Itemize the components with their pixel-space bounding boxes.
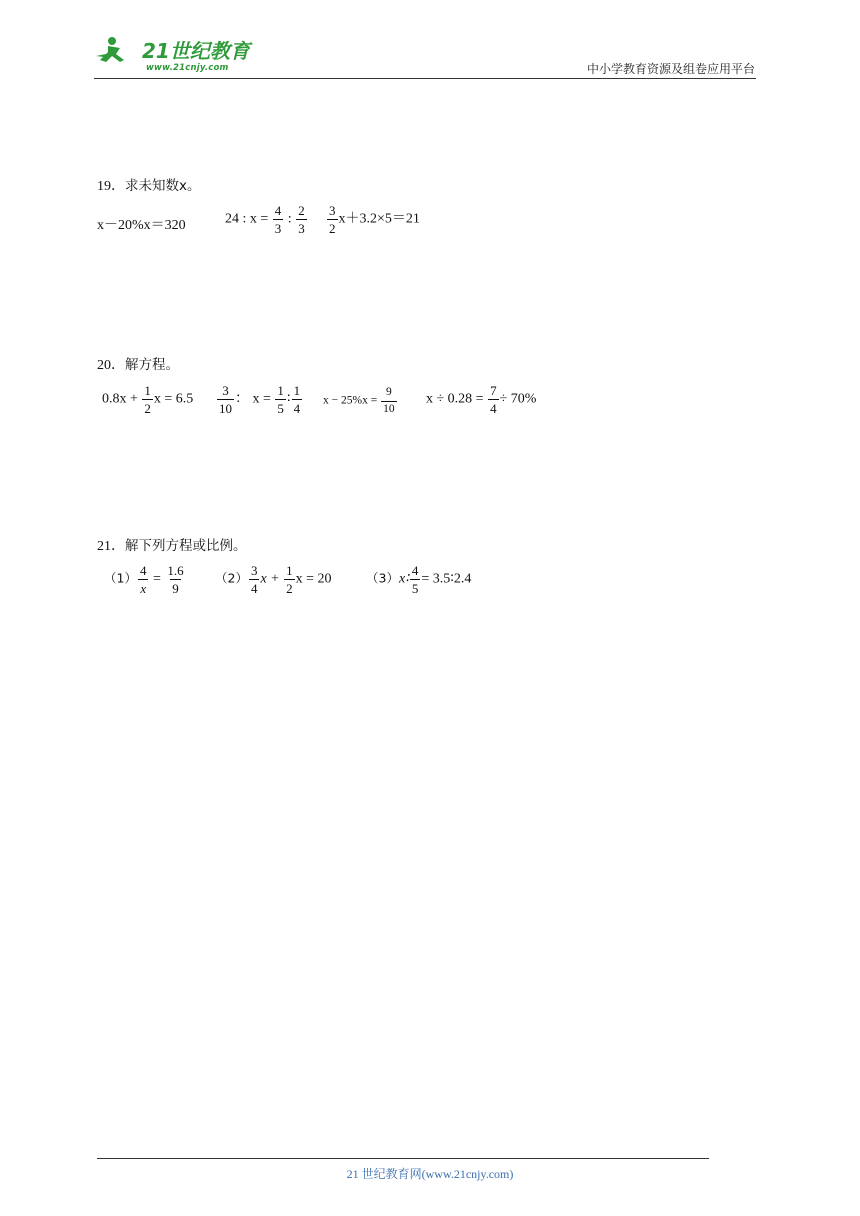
eq-text: x＋3.2×5＝21: [338, 211, 420, 227]
part-label: （3）: [366, 570, 399, 586]
eq-text: x∶: [398, 571, 409, 587]
runner-logo-icon: [94, 36, 264, 66]
logo-text: 21世纪教育: [142, 39, 250, 63]
q19-equation-1: x－20%x＝320: [97, 218, 186, 233]
fraction: $\frac{1.6}{9}$: [167, 563, 184, 596]
q20-equation-3: [323, 387, 398, 415]
eq-text: 0.8x +: [102, 391, 142, 407]
fraction: $\frac{3}{4}$: [250, 563, 258, 596]
eq-text: =: [149, 571, 165, 587]
part-label: （1）: [104, 570, 137, 586]
eq-text: ： x =: [235, 391, 275, 407]
eq-text: x = 6.5: [153, 391, 194, 407]
header-divider: [94, 78, 756, 79]
fraction: $\frac{3}{10}$: [219, 383, 232, 416]
fraction: $\frac{1}{5}$: [277, 383, 284, 416]
eq-text: 24 : x =: [225, 211, 272, 227]
question-number: 19．: [97, 179, 125, 194]
footer-site-text: 21 世纪教育网(www.21cnjy.com): [346, 1167, 514, 1181]
question-number: 21．: [97, 539, 125, 554]
part-label: （2）: [215, 570, 248, 586]
question-text: 解方程。: [125, 357, 179, 373]
q21-part-2: [215, 564, 332, 595]
question-text: 求未知数x。: [125, 178, 201, 194]
eq-text: :: [284, 211, 296, 227]
q21-part-1: [104, 564, 187, 595]
fraction: $\frac{3}{2}$: [329, 203, 336, 236]
eq-text: x +: [260, 571, 284, 587]
fraction: $\frac{7}{4}$: [490, 383, 497, 416]
eq-text: x ÷ 0.28 =: [426, 391, 488, 407]
q20-equation-4: [426, 384, 536, 415]
eq-text: ÷ 70%: [499, 391, 537, 407]
footer-divider: [97, 1158, 709, 1159]
q19-equation-3: [326, 204, 420, 235]
eq-text: = 3.5∶2.4: [421, 571, 472, 587]
question-20-title: [97, 353, 179, 374]
fraction: $\frac{2}{3}$: [298, 203, 305, 236]
fraction: $\frac{9}{10}$: [383, 386, 395, 415]
fraction: $\frac{4}{x}$: [139, 563, 147, 596]
question-number: 20．: [97, 358, 125, 373]
eq-text: x = 20: [295, 571, 332, 587]
q21-part-3: [366, 564, 471, 595]
eq-text: x − 25%x =: [323, 394, 381, 407]
question-19-title: [97, 174, 201, 195]
q19-equation-2: [225, 204, 308, 235]
site-logo: [94, 36, 264, 76]
q20-equation-2: [216, 384, 303, 415]
eq-text: ∶: [286, 391, 291, 407]
question-text: 解下列方程或比例。: [125, 538, 247, 554]
fraction: $\frac{4}{5}$: [411, 563, 419, 596]
fraction: $\frac{1}{2}$: [286, 563, 293, 596]
logo-site-url: www.21cnjy.com: [146, 63, 229, 73]
q20-equation-1: [102, 384, 193, 415]
header-platform-text: 中小学教育资源及组卷应用平台: [586, 62, 755, 76]
fraction: $\frac{1}{2}$: [144, 383, 151, 416]
fraction: $\frac{4}{3}$: [274, 203, 282, 236]
fraction: $\frac{1}{4}$: [293, 383, 301, 416]
question-21-title: [97, 534, 247, 555]
